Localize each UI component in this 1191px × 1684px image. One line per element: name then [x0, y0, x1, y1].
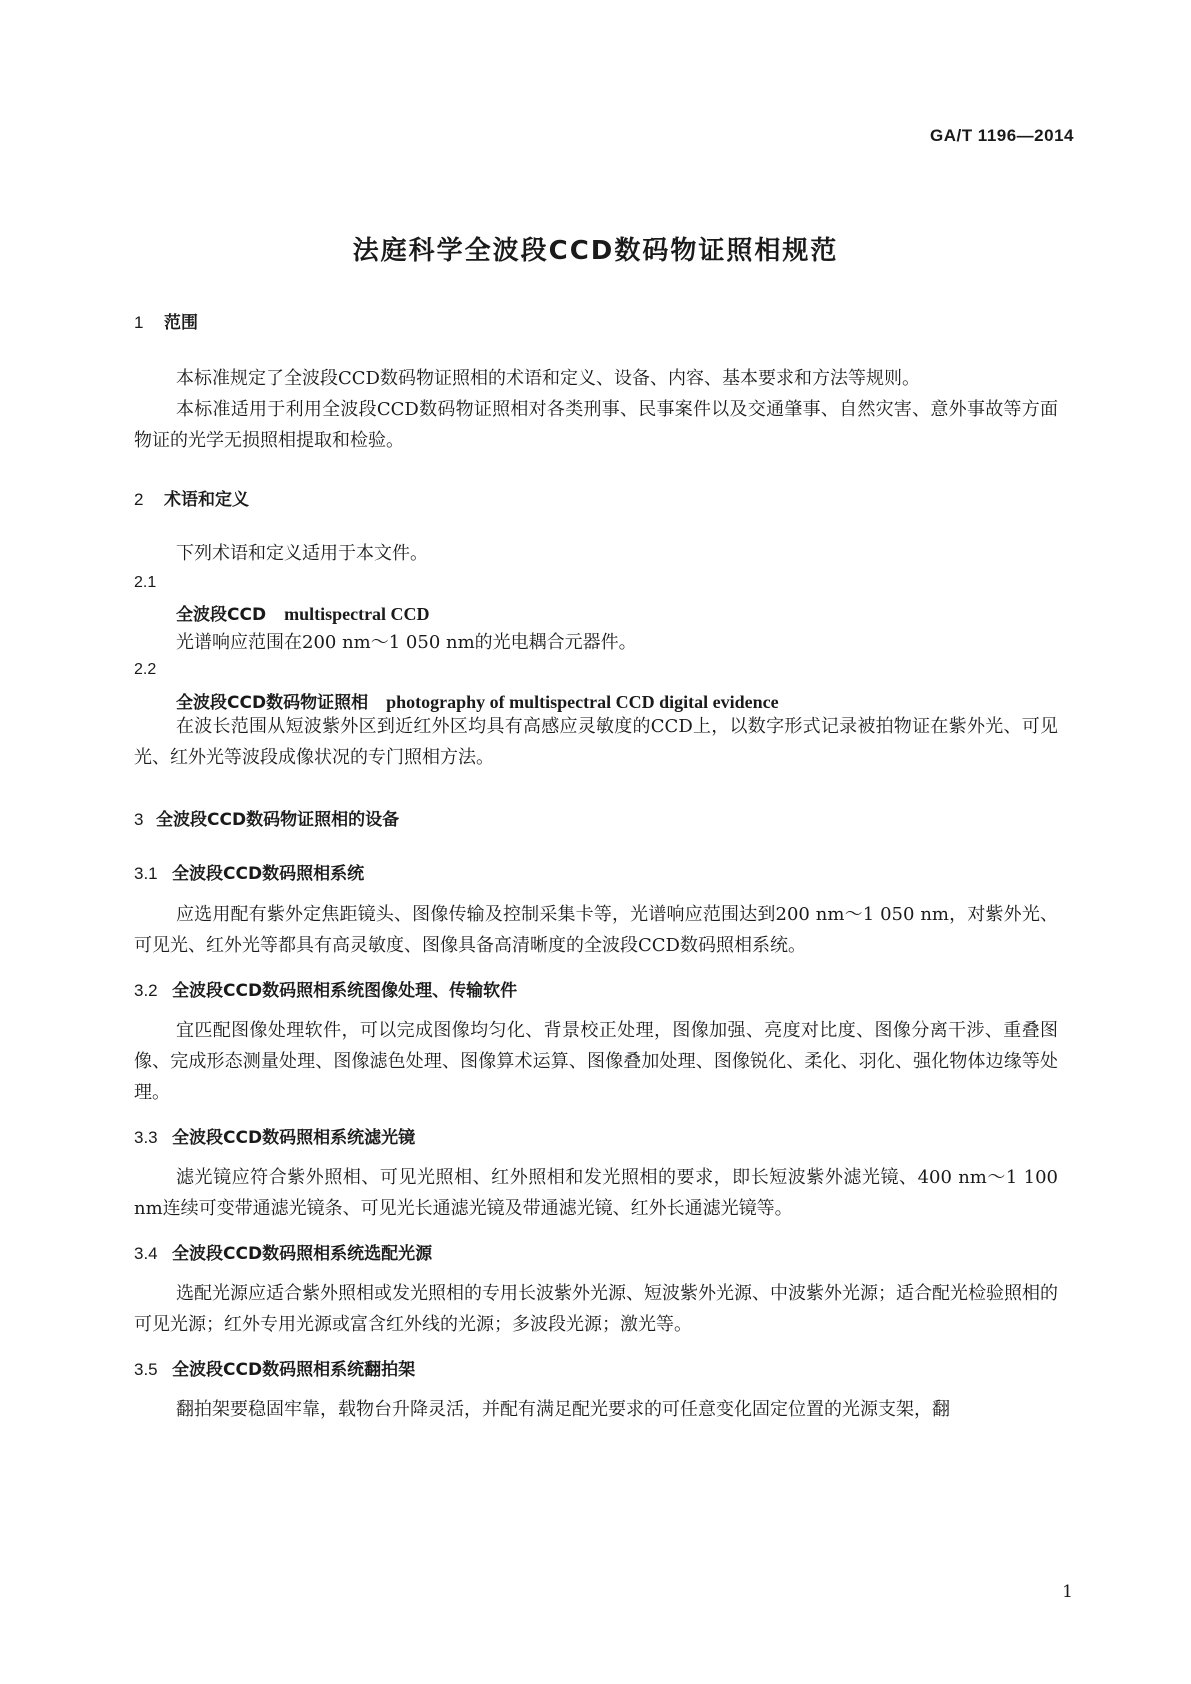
- term-2-1-number: 2.1: [134, 574, 157, 591]
- section-number: 3: [134, 810, 144, 829]
- standard-code: GA/T 1196—2014: [929, 126, 1074, 145]
- section-3-5-text: [134, 1394, 1058, 1425]
- section-number: 3.4: [134, 1244, 158, 1263]
- term-zh: 全波段CCD数码物证照相: [176, 693, 369, 713]
- section-3-heading: [134, 805, 399, 830]
- paragraph-text: 下列术语和定义适用于本文件。: [176, 543, 428, 564]
- section-2-heading: [134, 485, 249, 510]
- term-en: multispectral CCD: [284, 604, 430, 624]
- section-title: 全波段CCD数码照相系统滤光镜: [172, 1128, 416, 1148]
- term-zh: 全波段CCD: [176, 605, 267, 625]
- section-1-heading: [134, 308, 198, 333]
- section-number: 3.2: [134, 981, 158, 1000]
- section-1-para-2: [134, 394, 1058, 456]
- section-title: 范围: [164, 313, 198, 333]
- section-title: 术语和定义: [164, 490, 249, 510]
- section-1-para-1: [134, 363, 1058, 394]
- section-title: 全波段CCD数码照相系统: [172, 864, 365, 884]
- section-3-3-text: [134, 1162, 1058, 1224]
- section-title: 全波段CCD数码照相系统翻拍架: [172, 1360, 416, 1380]
- paragraph-text: 滤光镜应符合紫外照相、可见光照相、红外照相和发光照相的要求，即长短波紫外滤光镜、400 nm～1 100 nm连续可变带通滤光镜条、可见光长通滤光镜及带通滤光镜、红外长通滤光镜等。: [134, 1167, 1058, 1219]
- section-title: 全波段CCD数码照相系统图像处理、传输软件: [172, 981, 518, 1001]
- section-3-4-text: [134, 1278, 1058, 1340]
- section-number: 2: [134, 490, 144, 509]
- paragraph-text: 本标准适用于利用全波段CCD数码物证照相对各类刑事、民事案件以及交通肇事、自然灾害、意外事故等方面物证的光学无损照相提取和检验。: [134, 399, 1058, 451]
- section-title: 全波段CCD数码物证照相的设备: [156, 810, 400, 830]
- section-3-4-heading: [134, 1239, 432, 1264]
- term-2-2-heading: [176, 688, 779, 713]
- section-3-1-text: [134, 899, 1058, 961]
- paragraph-text: 选配光源应适合紫外照相或发光照相的专用长波紫外光源、短波紫外光源、中波紫外光源；适合配光检验照相的可见光源；红外专用光源或富含红外线的光源；多波段光源；激光等。: [134, 1283, 1058, 1335]
- paragraph-text: 在波长范围从短波紫外区到近红外区均具有高感应灵敏度的CCD上，以数字形式记录被拍物证在紫外光、可见光、红外光等波段成像状况的专门照相方法。: [134, 716, 1058, 768]
- section-3-2-heading: [134, 976, 517, 1001]
- paragraph-text: 翻拍架要稳固牢靠，载物台升降灵活，并配有满足配光要求的可任意变化固定位置的光源支架，翻: [176, 1399, 950, 1420]
- section-number: 1: [134, 313, 144, 332]
- section-3-1-heading: [134, 859, 364, 884]
- paragraph-text: 应选用配有紫外定焦距镜头、图像传输及控制采集卡等，光谱响应范围达到200 nm～1 050 nm，对紫外光、可见光、红外光等都具有高灵敏度、图像具备高清晰度的全波段CCD数码照相系统。: [134, 904, 1058, 956]
- section-2-intro: [134, 538, 1058, 569]
- paragraph-text: 本标准规定了全波段CCD数码物证照相的术语和定义、设备、内容、基本要求和方法等规则。: [176, 368, 920, 389]
- section-number: 3.5: [134, 1360, 158, 1379]
- term-2-1-definition: 光谱响应范围在200 nm～1 050 nm的光电耦合元器件。: [176, 632, 637, 653]
- paragraph-text: 宜匹配图像处理软件，可以完成图像均匀化、背景校正处理，图像加强、亮度对比度、图像分离干涉、重叠图像、完成形态测量处理、图像滤色处理、图像算术运算、图像叠加处理、图像锐化、柔化、羽化、强化物体边缘等处理。: [134, 1020, 1058, 1103]
- term-en: photography of multispectral CCD digital evidence: [386, 692, 779, 712]
- section-number: 3.1: [134, 864, 158, 883]
- section-3-3-heading: [134, 1123, 415, 1148]
- section-3-5-heading: [134, 1355, 415, 1380]
- section-number: 3.3: [134, 1128, 158, 1147]
- term-2-2-number: 2.2: [134, 661, 157, 678]
- term-2-2-definition: [134, 711, 1058, 773]
- page-number: 1: [1062, 1582, 1073, 1602]
- term-2-1-heading: [176, 600, 430, 625]
- section-3-2-text: [134, 1015, 1058, 1108]
- section-title: 全波段CCD数码照相系统选配光源: [172, 1244, 433, 1264]
- document-title: 法庭科学全波段CCD数码物证照相规范: [352, 236, 839, 266]
